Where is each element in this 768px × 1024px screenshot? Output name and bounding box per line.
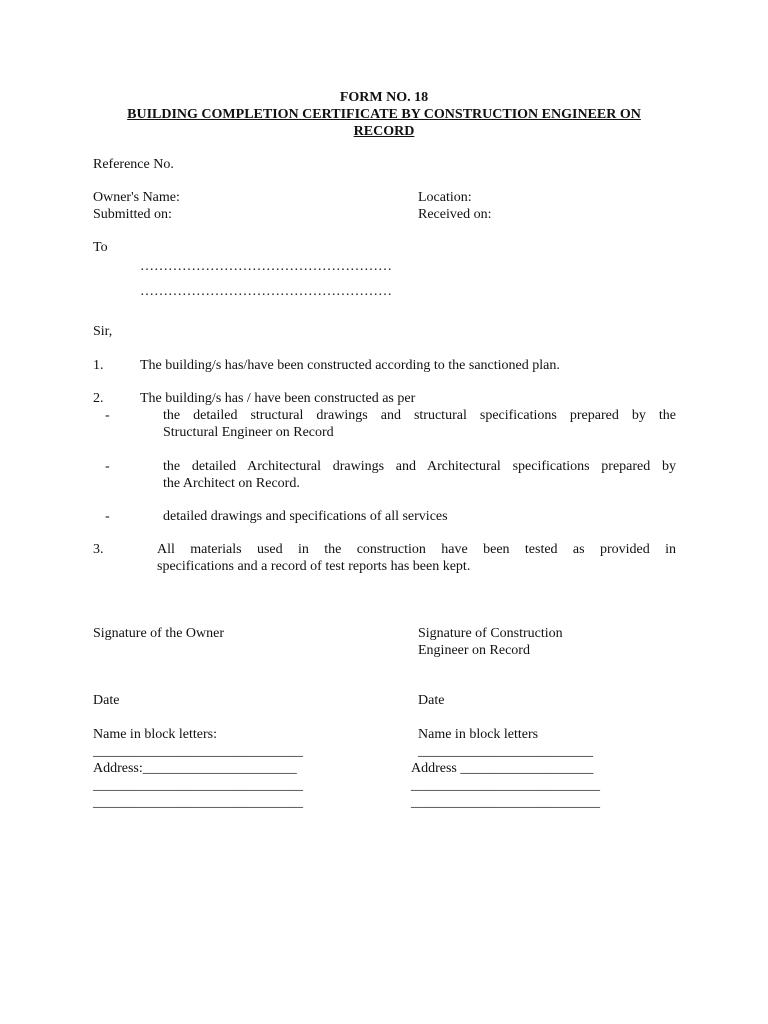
subitem-2-line-1: the detailed Architectural drawings and Architectural specifications prepared by [163, 459, 676, 474]
owner-address-line-1: ______________________________ [93, 778, 303, 793]
subitem-1-line-2: Structural Engineer on Record [163, 425, 334, 440]
engineer-signature-label-line-2: Engineer on Record [418, 643, 530, 658]
to-label: To [93, 240, 108, 255]
subitem-2-text [163, 458, 676, 492]
engineer-name-block-label: Name in block letters [418, 727, 539, 742]
item-3-line-1: All materials used in the construction have been tested as provided in [157, 542, 676, 557]
subitem-2-dash: - [105, 459, 110, 474]
form-number: FORM NO. 18 [339, 90, 429, 105]
subitem-3-dash: - [105, 509, 110, 524]
addressee-line-1: ……………………………………………… [140, 259, 392, 274]
owner-address-label: Address:______________________ [93, 761, 297, 776]
form-title-line-2: RECORD [353, 124, 415, 139]
received-on-label: Received on: [418, 207, 492, 222]
subitem-1-dash: - [105, 408, 110, 423]
engineer-address-line-1: ___________________________ [411, 778, 600, 793]
owner-name-block-label: Name in block letters: [93, 727, 218, 742]
owner-address-line-2: ______________________________ [93, 795, 303, 810]
owner-signature-label: Signature of the Owner [93, 626, 225, 641]
subitem-1-line-1: the detailed structural drawings and structural specifications prepared by the [163, 408, 676, 423]
subitem-1-text [163, 407, 676, 441]
engineer-address-line-2: ___________________________ [411, 795, 600, 810]
engineer-date-label: Date [418, 693, 445, 708]
owner-name-label: Owner's Name: [93, 190, 180, 205]
item-3-text [157, 541, 676, 575]
owner-name-line: ______________________________ [93, 744, 303, 759]
engineer-name-line: _________________________ [418, 744, 593, 759]
submitted-on-label: Submitted on: [93, 207, 172, 222]
salutation: Sir, [93, 324, 113, 339]
reference-no-label: Reference No. [93, 157, 174, 172]
item-3-line-2: specifications and a record of test reports has been kept. [157, 559, 471, 574]
addressee-line-2: ……………………………………………… [140, 284, 392, 299]
subitem-2-line-2: the Architect on Record. [163, 476, 300, 491]
item-1-text: The building/s has/have been constructed according to the sanctioned plan. [140, 358, 560, 373]
owner-date-label: Date [93, 693, 120, 708]
item-1-number: 1. [93, 358, 104, 373]
location-label: Location: [418, 190, 472, 205]
item-2-text: The building/s has / have been constructed as per [140, 391, 416, 406]
item-2-number: 2. [93, 391, 104, 406]
engineer-signature-label-line-1: Signature of Construction [418, 626, 563, 641]
engineer-address-label: Address ___________________ [411, 761, 594, 776]
subitem-3-text: detailed drawings and specifications of all services [163, 509, 448, 524]
form-title-line-1: BUILDING COMPLETION CERTIFICATE BY CONSTRUCTION ENGINEER ON [127, 107, 641, 122]
item-3-number: 3. [93, 542, 104, 557]
